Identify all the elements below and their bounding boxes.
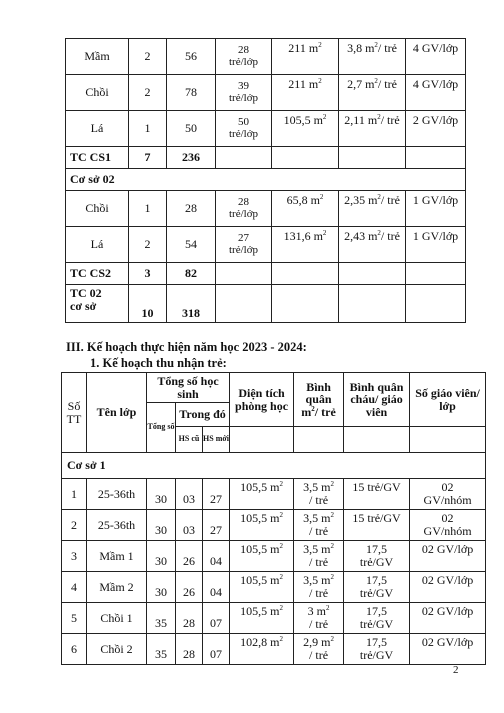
- header-total-students: Tổng số học sinh: [147, 373, 230, 403]
- class-summary-table: [65, 38, 466, 323]
- avg-area-cell: 2,11 $m^2/$ trẻ: [339, 111, 406, 147]
- ratio-cell: 27 trẻ/lớp: [216, 227, 272, 263]
- table-row: [62, 572, 486, 603]
- enrollment-plan-table: [61, 372, 486, 665]
- old-cell: 03: [176, 479, 203, 510]
- table-row: [62, 510, 486, 541]
- student-count-cell: 56: [167, 39, 216, 75]
- ratio-cell: 28 trẻ/lớp: [216, 39, 272, 75]
- class-name-cell: Chồi: [66, 75, 129, 111]
- avg-area-cell: 2,7 $m^2/$ trẻ: [339, 75, 406, 111]
- stt-cell: 6: [62, 634, 87, 665]
- class-name-cell: Lá: [66, 111, 129, 147]
- class-count-cell: 2: [129, 75, 167, 111]
- stt-cell: 1: [62, 479, 87, 510]
- area-cell: 65,8 $m^2$: [272, 191, 339, 227]
- area-cell: 105,5 $m^2$: [230, 572, 294, 603]
- class-name-cell: Chồi 2: [87, 634, 147, 665]
- empty-cell: [272, 285, 339, 323]
- stt-cell: 3: [62, 541, 87, 572]
- stt-cell: 5: [62, 603, 87, 634]
- header-blank: [294, 427, 344, 453]
- total-cell: 35: [147, 603, 176, 634]
- student-count-cell: 28: [167, 191, 216, 227]
- table-row: [62, 634, 486, 665]
- table-row: [66, 147, 466, 169]
- header-total: Tổng số: [147, 403, 176, 453]
- student-count-cell: 78: [167, 75, 216, 111]
- area-cell: 211 $m^2$: [272, 39, 339, 75]
- empty-cell: [216, 285, 272, 323]
- new-cell: 07: [203, 603, 230, 634]
- old-cell: 03: [176, 510, 203, 541]
- table-row: [66, 75, 466, 111]
- teacher-cell: 2 GV/lớp: [406, 111, 466, 147]
- stt-cell: 4: [62, 572, 87, 603]
- class-name-cell: Chồi 1: [87, 603, 147, 634]
- table-row: [66, 227, 466, 263]
- avg-area-cell: 3,5 $m^2$ / trẻ: [294, 572, 344, 603]
- header-blank: [230, 427, 294, 453]
- new-cell: 27: [203, 479, 230, 510]
- class-name-cell: Lá: [66, 227, 129, 263]
- area-cell: 131,6 $m^2$: [272, 227, 339, 263]
- total-cell: 30: [147, 541, 176, 572]
- child-teacher-cell: 15 trẻ/GV: [344, 510, 410, 541]
- new-cell: 04: [203, 541, 230, 572]
- sub-heading: 1. Kế hoạch thu nhận trẻ:: [90, 356, 227, 370]
- teacher-cell: 4 GV/lớp: [406, 39, 466, 75]
- teacher-cell: 1 GV/lớp: [406, 227, 466, 263]
- avg-area-cell: 2,9 $m^2$ / trẻ: [294, 634, 344, 665]
- header-old: HS cũ: [176, 427, 203, 453]
- total-label-cell: TC 02 cơ sở: [66, 285, 129, 323]
- table-row: [66, 111, 466, 147]
- class-count-cell: 2: [129, 227, 167, 263]
- student-count-cell: 54: [167, 227, 216, 263]
- avg-area-cell: 3,5 $m^2$ / trẻ: [294, 510, 344, 541]
- avg-area-cell: 2,43 $m^2/$ trẻ: [339, 227, 406, 263]
- ratio-cell: 50 trẻ/lớp: [216, 111, 272, 147]
- total-cell: 35: [147, 634, 176, 665]
- empty-cell: [406, 285, 466, 323]
- child-teacher-cell: 17,5 trẻ/GV: [344, 603, 410, 634]
- section-row: Cơ sở 1: [62, 453, 486, 479]
- avg-area-cell: 3,5 $m^2$ / trẻ: [294, 479, 344, 510]
- header-child-per-teacher: Bình quân cháu/ giáo viên: [344, 373, 410, 427]
- empty-cell: [216, 147, 272, 169]
- header-blank: [410, 427, 486, 453]
- child-teacher-cell: 17,5 trẻ/GV: [344, 572, 410, 603]
- class-name-cell: Mầm: [66, 39, 129, 75]
- class-name-cell: Chồi: [66, 191, 129, 227]
- empty-cell: [339, 263, 406, 285]
- avg-area-cell: 3,8 $m^2/$ trẻ: [339, 39, 406, 75]
- section-heading: III. Kế hoạch thực hiện năm học 2023 - 2024:: [66, 340, 307, 354]
- avg-area-cell: 3,5 $m^2$ / trẻ: [294, 541, 344, 572]
- class-count-cell: 1: [129, 111, 167, 147]
- avg-area-cell: 2,35 $m^2/$ trẻ: [339, 191, 406, 227]
- teacher-cell: 02 GV/lớp: [410, 634, 486, 665]
- empty-cell: [272, 263, 339, 285]
- old-cell: 28: [176, 634, 203, 665]
- empty-cell: [272, 147, 339, 169]
- table-row: [66, 191, 466, 227]
- teacher-cell: 02 GV/nhóm: [410, 479, 486, 510]
- section-cell: Cơ sở 02: [66, 169, 466, 191]
- table-row: [62, 603, 486, 634]
- empty-cell: [339, 147, 406, 169]
- class-name-cell: Mầm 2: [87, 572, 147, 603]
- empty-cell: [406, 263, 466, 285]
- page-number: 2: [453, 664, 459, 676]
- area-cell: 105,5 $m^2$: [230, 541, 294, 572]
- class-name-cell: 25-36th: [87, 510, 147, 541]
- header-of-which: Trong đó: [176, 403, 230, 427]
- total-students-cell: 82: [167, 263, 216, 285]
- class-count-cell: 2: [129, 39, 167, 75]
- child-teacher-cell: 15 trẻ/GV: [344, 479, 410, 510]
- header-teachers: Số giáo viên/ lớp: [410, 373, 486, 427]
- header-new: HS mới: [203, 427, 230, 453]
- header-class-name: Tên lớp: [87, 373, 147, 453]
- old-cell: 26: [176, 572, 203, 603]
- teacher-cell: 4 GV/lớp: [406, 75, 466, 111]
- header-avg-area: Bình quân $m^2/$ trẻ: [294, 373, 344, 427]
- area-cell: 105,5 $m^2$: [230, 479, 294, 510]
- teacher-cell: 02 GV/nhóm: [410, 510, 486, 541]
- child-teacher-cell: 17,5 trẻ/GV: [344, 634, 410, 665]
- teacher-cell: 02 GV/lớp: [410, 572, 486, 603]
- teacher-cell: 1 GV/lớp: [406, 191, 466, 227]
- total-classes-cell: 3: [129, 263, 167, 285]
- empty-cell: [339, 285, 406, 323]
- area-cell: 211 $m^2$: [272, 75, 339, 111]
- avg-area-cell: 3 $m^2$ / trẻ: [294, 603, 344, 634]
- student-count-cell: 50: [167, 111, 216, 147]
- table-row: [66, 263, 466, 285]
- total-cell: 30: [147, 479, 176, 510]
- old-cell: 26: [176, 541, 203, 572]
- empty-cell: [406, 147, 466, 169]
- new-cell: 07: [203, 634, 230, 665]
- ratio-cell: 28 trẻ/lớp: [216, 191, 272, 227]
- total-classes-cell: 7: [129, 147, 167, 169]
- total-cell: 30: [147, 572, 176, 603]
- total-students-cell: 236: [167, 147, 216, 169]
- new-cell: 27: [203, 510, 230, 541]
- header-area: Diện tích phòng học: [230, 373, 294, 427]
- area-cell: 102,8 $m^2$: [230, 634, 294, 665]
- table-row: [62, 479, 486, 510]
- table-row: [62, 541, 486, 572]
- total-classes-cell: 10: [129, 285, 167, 323]
- table-row: [66, 39, 466, 75]
- total-label-cell: TC CS1: [66, 147, 129, 169]
- area-cell: 105,5 $m^2$: [230, 510, 294, 541]
- class-count-cell: 1: [129, 191, 167, 227]
- class-name-cell: Mầm 1: [87, 541, 147, 572]
- empty-cell: [216, 263, 272, 285]
- area-cell: 105,5 $m^2$: [230, 603, 294, 634]
- new-cell: 04: [203, 572, 230, 603]
- total-label-cell: TC CS2: [66, 263, 129, 285]
- table-row: [66, 169, 466, 191]
- header-stt: Số TT: [62, 373, 87, 453]
- ratio-cell: 39 trẻ/lớp: [216, 75, 272, 111]
- stt-cell: 2: [62, 510, 87, 541]
- area-cell: 105,5 $m^2$: [272, 111, 339, 147]
- total-cell: 30: [147, 510, 176, 541]
- teacher-cell: 02 GV/lớp: [410, 603, 486, 634]
- old-cell: 28: [176, 603, 203, 634]
- header-blank: [344, 427, 410, 453]
- class-name-cell: 25-36th: [87, 479, 147, 510]
- teacher-cell: 02 GV/lớp: [410, 541, 486, 572]
- table-row: [66, 285, 466, 323]
- total-students-cell: 318: [167, 285, 216, 323]
- child-teacher-cell: 17,5 trẻ/GV: [344, 541, 410, 572]
